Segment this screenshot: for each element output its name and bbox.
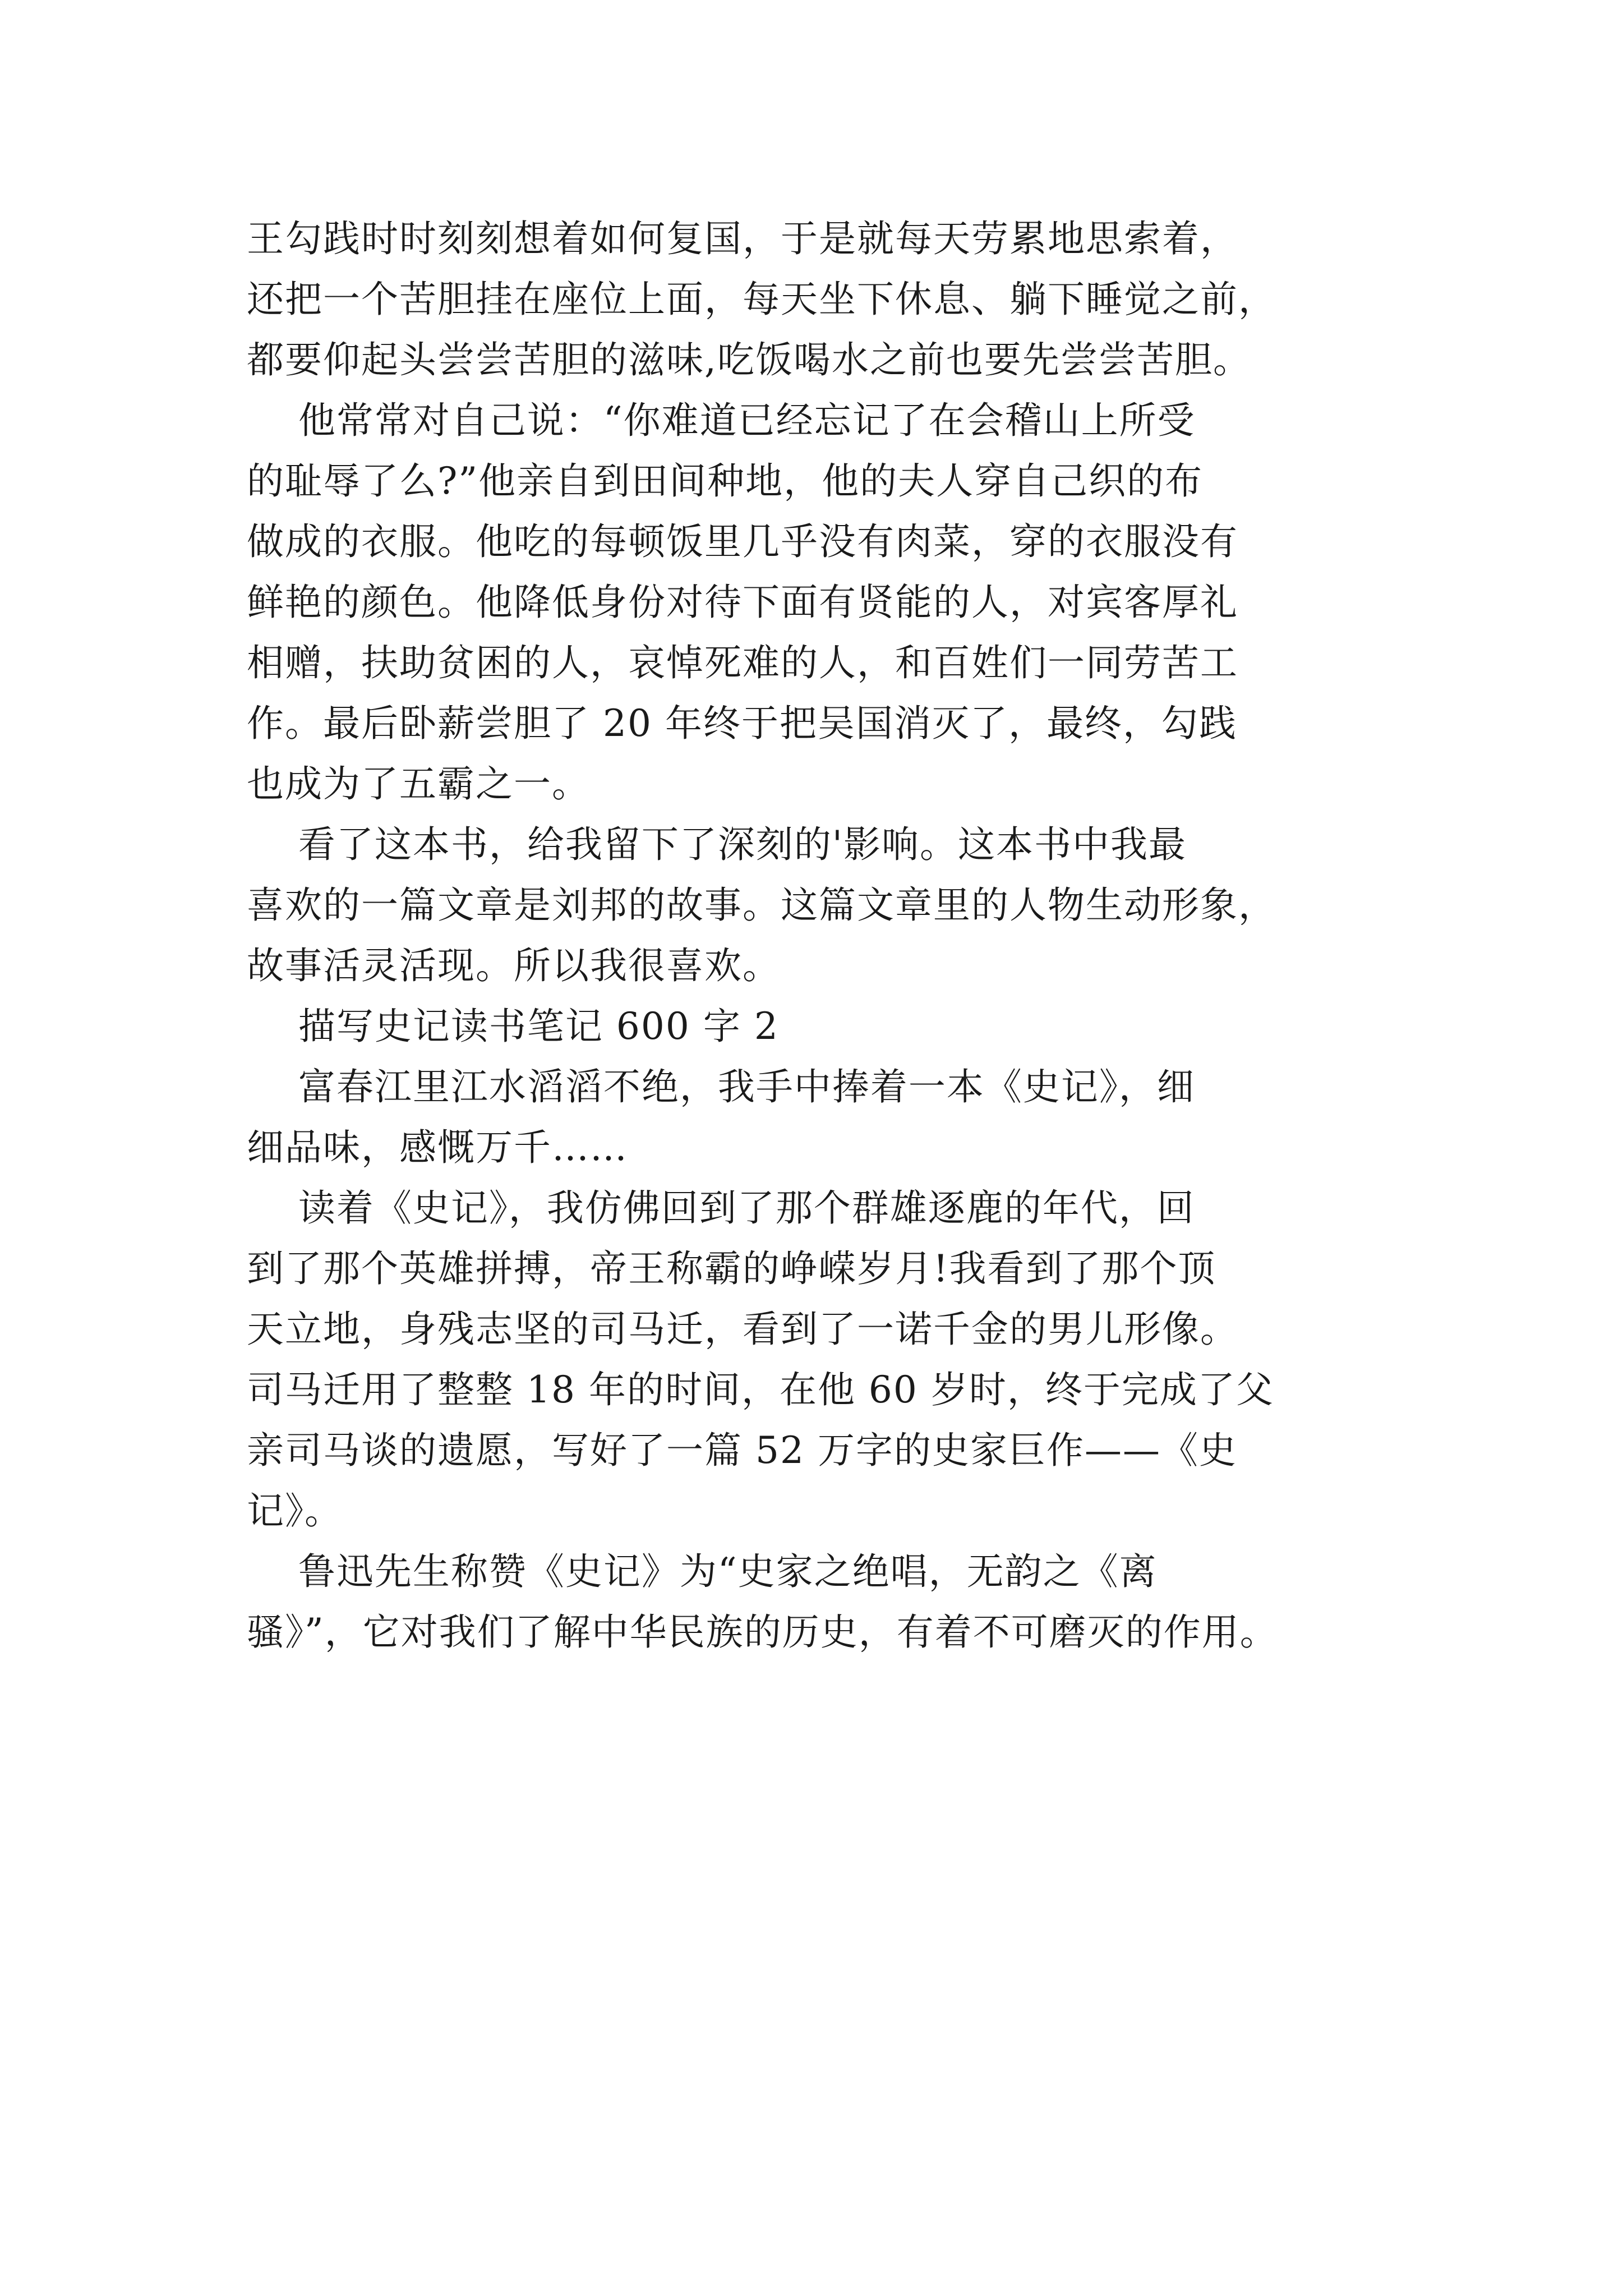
paragraph-start-line: 读着《史记》，我仿佛回到了那个群雄逐鹿的年代，回 bbox=[247, 1186, 1195, 1230]
section-heading: 描写史记读书笔记 600 字 2 bbox=[247, 1005, 779, 1048]
text-line: 司马迁用了整整 18 年的时间，在他 60 岁时，终于完成了父 bbox=[247, 1368, 1274, 1411]
text-line: 记》。 bbox=[247, 1489, 343, 1533]
text-line: 王勾践时时刻刻想着如何复国，于是就每天劳累地思索着， bbox=[247, 217, 1238, 260]
text-line: 故事活灵活现。所以我很喜欢。 bbox=[247, 944, 781, 987]
text-line: 喜欢的一篇文章是刘邦的故事。这篇文章里的人物生动形象， bbox=[247, 884, 1276, 927]
paragraph-start-line: 鲁迅先生称赞《史记》为“史家之绝唱，无韵之《离 bbox=[247, 1550, 1158, 1593]
text-line: 还把一个苦胆挂在座位上面，每天坐下休息、躺下睡觉之前， bbox=[247, 278, 1276, 321]
text-line: 作。最后卧薪尝胆了 20 年终于把吴国消灭了，最终，勾践 bbox=[247, 702, 1237, 745]
text-line: 天立地，身残志坚的司马迁，看到了一诺千金的男儿形像。 bbox=[247, 1308, 1238, 1351]
text-line: 的耻辱了么?”他亲自到田间种地，他的夫人穿自己织的布 bbox=[247, 459, 1204, 503]
paragraph-start-line: 富春江里江水滔滔不绝，我手中捧着一本《史记》，细 bbox=[247, 1065, 1195, 1108]
text-line: 做成的衣服。他吃的每顿饭里几乎没有肉菜，穿的衣服没有 bbox=[247, 520, 1238, 563]
text-line: 都要仰起头尝尝苦胆的滋味,吃饭喝水之前也要先尝尝苦胆。 bbox=[247, 338, 1251, 381]
document-body bbox=[247, 209, 1402, 1663]
text-line: 亲司马谈的遗愿，写好了一篇 52 万字的史家巨作——《史 bbox=[247, 1429, 1237, 1472]
text-line: 细品味，感慨万千…… bbox=[247, 1126, 628, 1169]
text-line: 骚》”，它对我们了解中华民族的历史，有着不可磨灭的作用。 bbox=[247, 1611, 1278, 1654]
paragraph-start-line: 他常常对自己说：“你难道已经忘记了在会稽山上所受 bbox=[247, 399, 1196, 442]
text-line: 鲜艳的颜色。他降低身份对待下面有贤能的人，对宾客厚礼 bbox=[247, 581, 1238, 624]
text-line: 到了那个英雄拼搏，帝王称霸的峥嵘岁月!我看到了那个顶 bbox=[247, 1247, 1216, 1290]
paragraph-start-line: 看了这本书，给我留下了深刻的'影响。这本书中我最 bbox=[247, 823, 1187, 866]
text-line: 相赠，扶助贫困的人，哀悼死难的人，和百姓们一同劳苦工 bbox=[247, 641, 1238, 684]
text-line: 也成为了五霸之一。 bbox=[247, 762, 590, 806]
